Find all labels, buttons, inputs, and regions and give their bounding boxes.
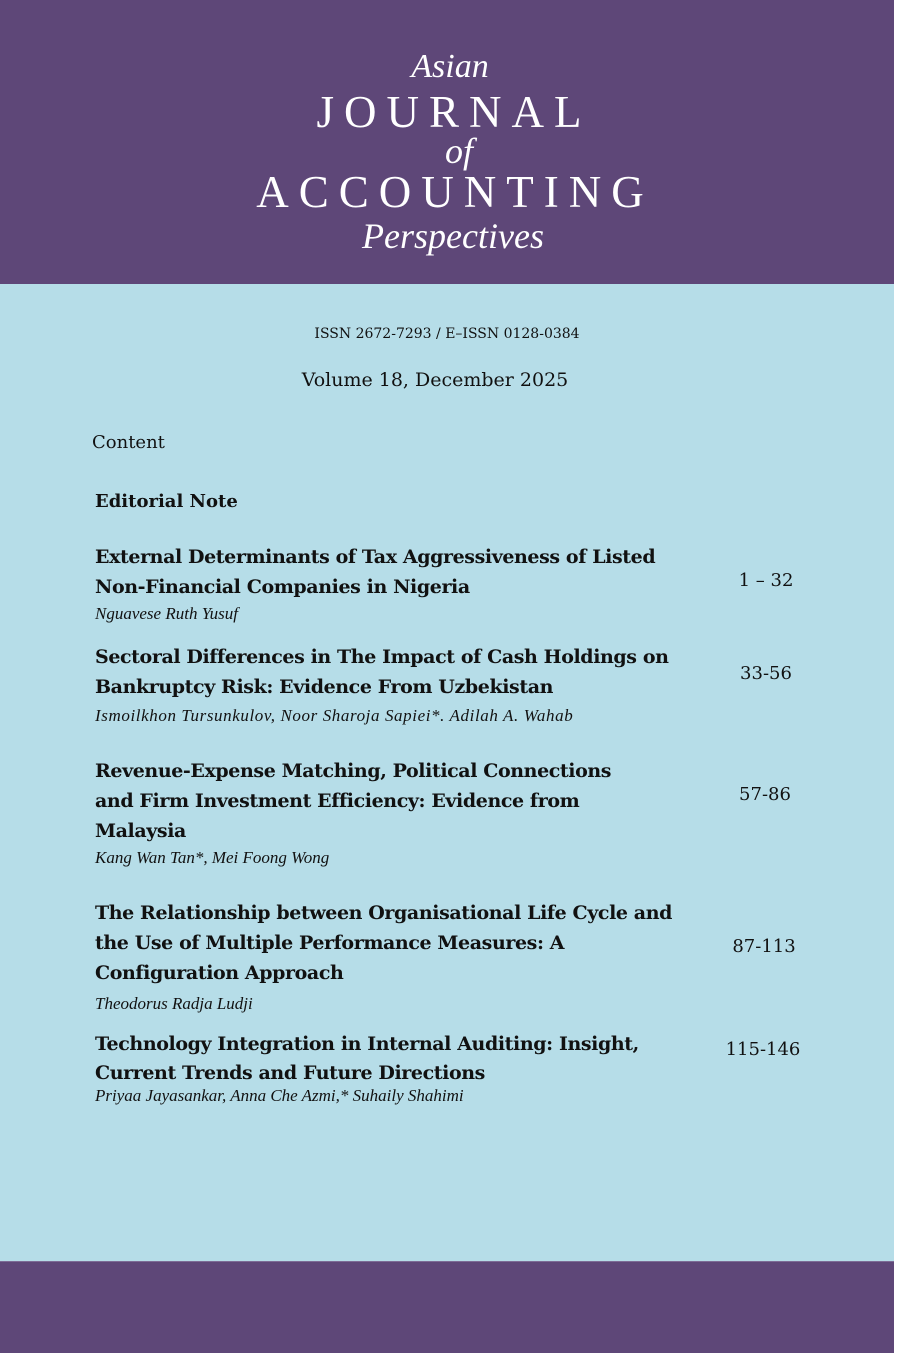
toc-entry[interactable] — [95, 542, 695, 624]
toc-entry[interactable] — [95, 898, 695, 1014]
footer-band — [0, 1261, 894, 1353]
volume-line: Volume 18, December 2025 — [301, 369, 569, 391]
article-title[interactable]: Technology Integration in Internal Auditing: Insight, Current Trends and Future Directions — [95, 1033, 639, 1084]
article-title[interactable]: Sectoral Differences in The Impact of Cash Holdings on Bankruptcy Risk: Evidence From Uzbekistan — [95, 646, 669, 698]
article-title[interactable]: Revenue-Expense Matching, Political Connections and Firm Investment Efficiency: Evidence from Malaysia — [95, 760, 612, 842]
editorial-note[interactable]: Editorial Note — [95, 491, 238, 512]
article-authors: Nguavese Ruth Yusuf — [95, 604, 238, 623]
toc-entry[interactable] — [95, 1030, 695, 1106]
page-edge — [894, 0, 900, 1352]
toc-entry[interactable] — [95, 756, 695, 868]
article-pages: 33-56 — [740, 663, 792, 684]
contents-heading: Content — [92, 432, 165, 453]
article-title[interactable]: External Determinants of Tax Aggressiveness of Listed Non-Financial Companies in Nigeria — [95, 546, 656, 598]
article-pages: 57-86 — [739, 784, 791, 805]
issn-line: ISSN 2672-7293 / E–ISSN 0128-0384 — [314, 326, 580, 342]
toc-entry[interactable] — [95, 642, 695, 726]
masthead-accounting: ACCOUNTING — [256, 167, 654, 217]
masthead-journal: JOURNAL — [316, 87, 592, 137]
article-pages: 115-146 — [725, 1039, 801, 1060]
article-title[interactable]: The Relationship between Organisational Life Cycle and the Use of Multiple Performance Measures: A Configuration Approach — [95, 902, 673, 984]
article-authors: Ismoilkhon Tursunkulov, Noor Sharoja Sapiei*. Adilah A. Wahab — [95, 706, 574, 725]
masthead-of: of — [444, 131, 473, 171]
article-authors: Priyaa Jayasankar, Anna Che Azmi,* Suhaily Shahimi — [95, 1086, 464, 1105]
article-pages: 87-113 — [732, 936, 796, 957]
article-authors: Kang Wan Tan*, Mei Foong Wong — [95, 848, 330, 867]
article-pages: 1 – 32 — [738, 570, 794, 591]
article-authors: Theodorus Radja Ludji — [95, 994, 253, 1013]
masthead-perspectives: Perspectives — [362, 216, 544, 256]
masthead-asian: Asian — [411, 48, 489, 85]
